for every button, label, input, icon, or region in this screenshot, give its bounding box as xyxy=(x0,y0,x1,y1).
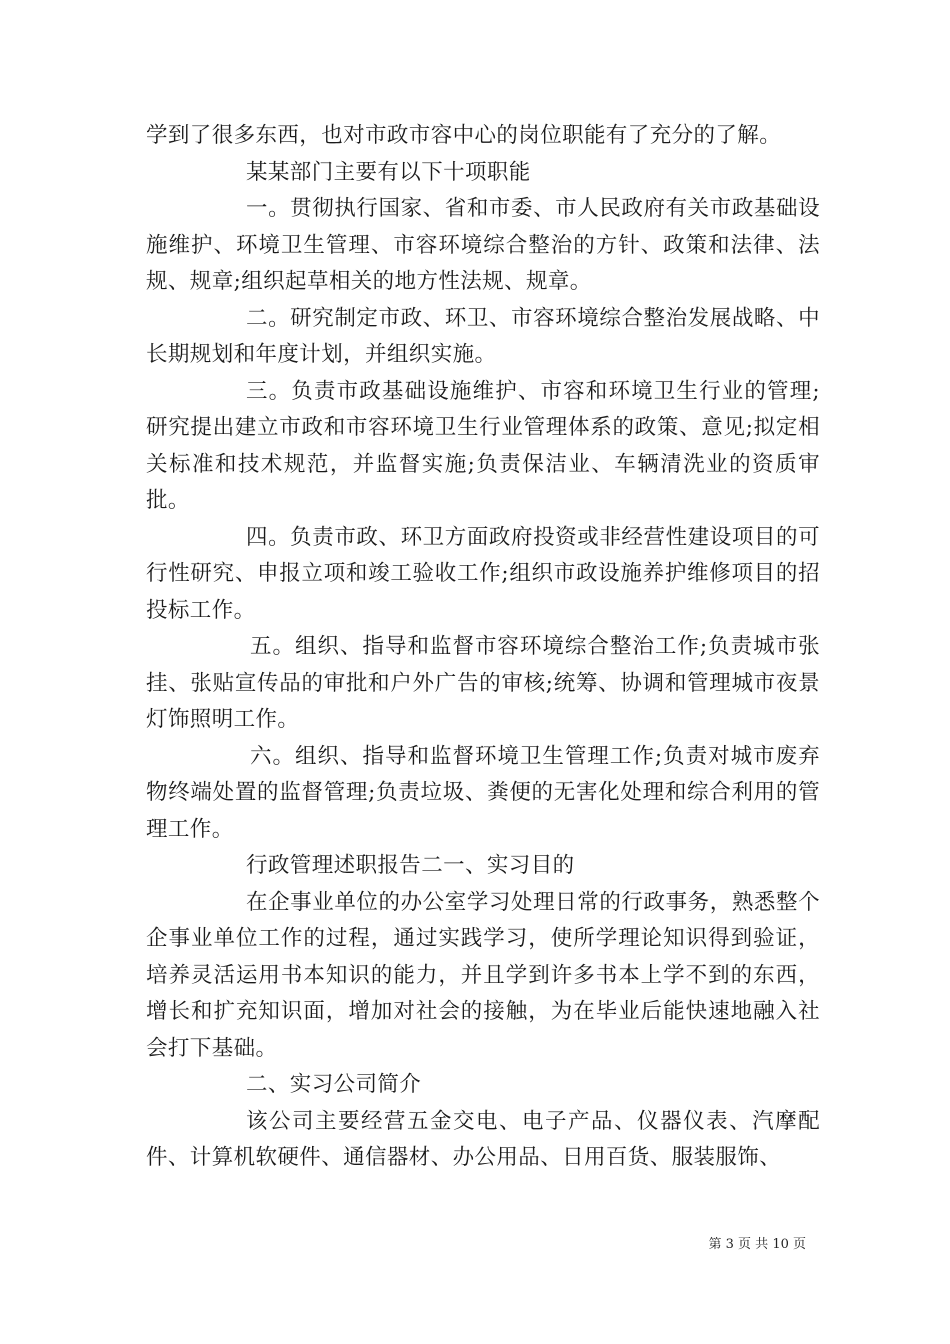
page-number-footer: 第 3 页 共 10 页 xyxy=(708,1237,806,1252)
paragraph-report-heading: 行政管理述职报告二一、实习目的 xyxy=(246,853,575,878)
paragraph-internship-purpose: 在企事业单位的办公室学习处理日常的行政事务，熟悉整个企事业单位工作的过程，通过实践学习，使所学理论知识得到验证，培养灵活运用书本知识的能力，并且学到许多书本上学不到的东西，增长和扩充知识面，增加对社会的接触，为在毕业后能快速地融入社会打下基础。 xyxy=(146,889,820,1061)
paragraph-company-heading: 二、实习公司简介 xyxy=(246,1072,422,1097)
paragraph-duty-3: 三。负责市政基础设施维护、市容和环境卫生行业的管理;研究提出建立市政和市容环境卫生行业管理体系的政策、意见;拟定相关标准和技术规范，并监督实施;负责保洁业、车辆清洗业的资质审批。 xyxy=(146,378,820,513)
paragraph-duty-2: 二。研究制定市政、环卫、市容环境综合整治发展战略、中长期规划和年度计划，并组织实施。 xyxy=(146,305,820,367)
paragraph-company-intro: 该公司主要经营五金交电、电子产品、仪器仪表、汽摩配件、计算机软硬件、通信器材、办公用品、日用百货、服装服饰、 xyxy=(146,1108,820,1170)
paragraph-duty-1: 一。贯彻执行国家、省和市委、市人民政府有关市政基础设施维护、环境卫生管理、市容环境综合整治的方针、政策和法律、法规、规章;组织起草相关的地方性法规、规章。 xyxy=(146,196,820,294)
paragraph-section-intro: 某某部门主要有以下十项职能 xyxy=(246,159,531,185)
document-body xyxy=(146,118,820,1177)
paragraph-duty-6: 六。组织、指导和监督环境卫生管理工作;负责对城市废弃物终端处置的监督管理;负责垃圾、粪便的无害化处理和综合利用的管理工作。 xyxy=(146,743,820,842)
paragraph-duty-4: 四。负责市政、环卫方面政府投资或非经营性建设项目的可行性研究、申报立项和竣工验收工作;组织市政设施养护维修项目的招投标工作。 xyxy=(146,524,820,623)
paragraph-duty-5: 五。组织、指导和监督市容环境综合整治工作;负责城市张挂、张贴宣传品的审批和户外广告的审核;统筹、协调和管理城市夜景灯饰照明工作。 xyxy=(146,634,820,732)
paragraph-continuation: 学到了很多东西，也对市政市容中心的岗位职能有了充分的了解。 xyxy=(146,123,782,148)
